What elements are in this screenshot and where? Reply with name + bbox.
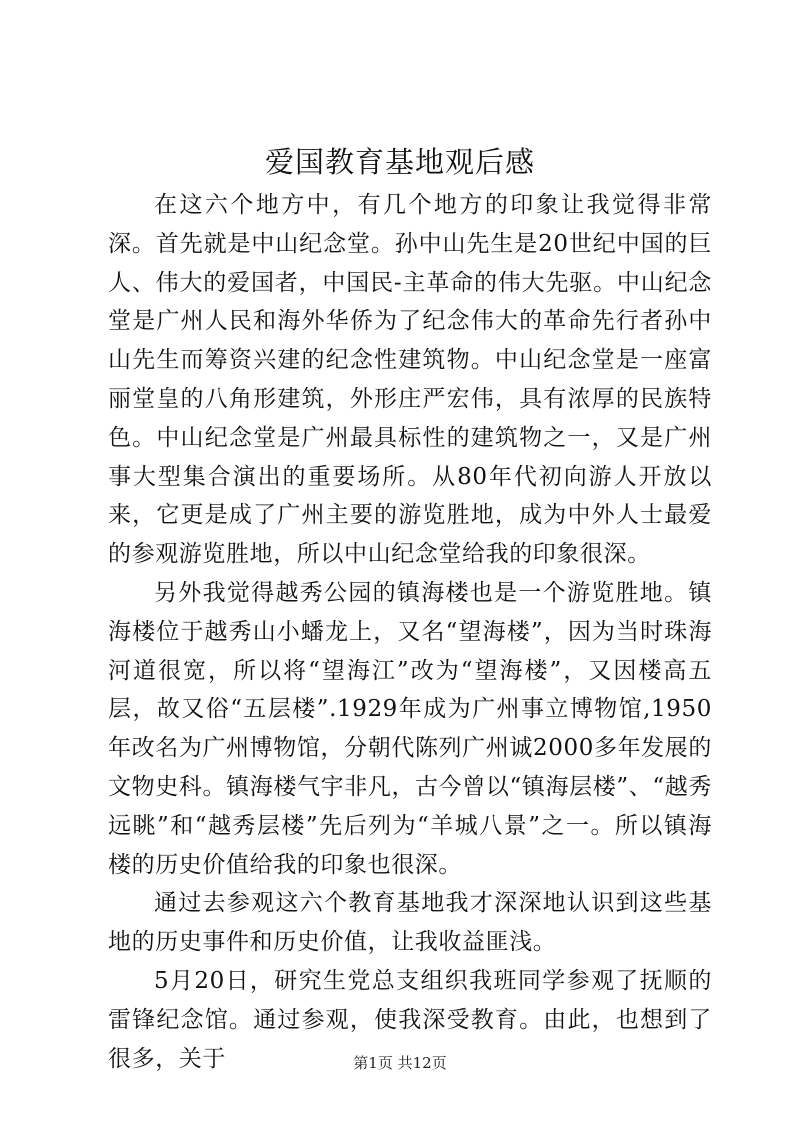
paragraph-2: 另外我觉得越秀公园的镇海楼也是一个游览胜地。镇海楼位于越秀山小蟠龙上，又名“望海楼”，因为当时珠海河道很宽，所以将“望海江”改为“望海楼”，又因楼高五层，故又俗“五层楼”.1929年成为广州事立博物馆,1950年改名为广州博物馆，分朝代陈列广州诚2000多年发展的文物史科。镇海楼气宇非凡，古今曾以“镇海层楼”、“越秀远眺”和“越秀层楼”先后列为“羊城八景”之一。所以镇海楼的历史价值给我的印象也很深。 [108, 579, 712, 878]
paragraph-1: 在这六个地方中，有几个地方的印象让我觉得非常深。首先就是中山纪念堂。孙中山先生是20世纪中国的巨人、伟大的爱国者，中国民-主革命的伟大先驱。中山纪念堂是广州人民和海外华侨为了纪念伟大的革命先行者孙中山先生而筹资兴建的纪念性建筑物。中山纪念堂是一座富丽堂皇的八角形建筑，外形庄严宏伟，具有浓厚的民族特色。中山纪念堂是广州最具标性的建筑物之一，又是广州事大型集合演出的重要场所。从80年代初向游人开放以来，它更是成了广州主要的游览胜地，成为中外人士最爱的参观游览胜地，所以中山纪念堂给我的印象很深。 [108, 192, 712, 568]
document-title: 爱国教育基地观后感 [264, 145, 535, 179]
page-footer: 第1页 共12页 [353, 1054, 447, 1072]
paragraph-3: 通过去参观这六个教育基地我才深深地认识到这些基地的历史事件和历史价值，让我收益匪浅。 [108, 890, 712, 956]
document-body [108, 186, 712, 1078]
paragraph-4: 5月20日，研究生党总支组织我班同学参观了抚顺的雷锋纪念馆。通过参观，使我深受教育。由此，也想到了很多，关于 [108, 967, 712, 1072]
